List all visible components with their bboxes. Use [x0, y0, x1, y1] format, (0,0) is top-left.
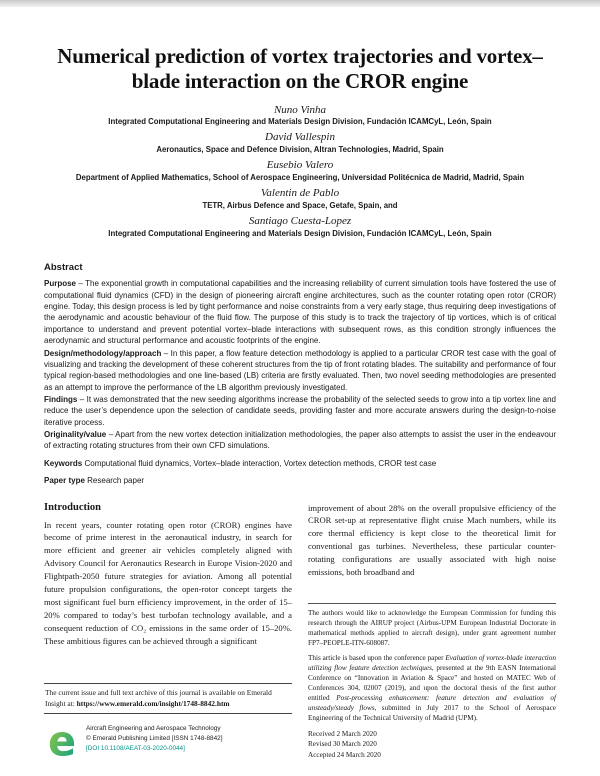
author-entry	[44, 187, 556, 211]
paper-title: Numerical prediction of vortex trajectories and vortex–blade interaction on the CROR engine	[57, 44, 543, 93]
journal-archive-link[interactable]: https://www.emerald.com/insight/1748-8842.htm	[76, 698, 230, 708]
paper-type-line	[44, 475, 556, 486]
keywords-line	[44, 458, 556, 469]
authors-block	[44, 104, 556, 243]
svg-text:e: e	[47, 724, 77, 760]
abstract-design	[44, 348, 556, 393]
acknowledgement-note: The authors would like to acknowledge the European Commission for funding this research through the AIRUP project (Airbus-UPM European Industrial Doctorate in mathematical methods applied to aircraft design), under grant agreement number FP7–PEOPLE-ITN-608087.	[308, 609, 556, 648]
abstract-findings	[44, 394, 556, 428]
introduction-paragraph-left: In recent years, counter rotating open rotor (CROR) engines have become of prime interest in the aeronautical industry, in search for more efficient and greener air vehicles completely aligned with Advisory Council for Aeronautics Research in Europe Vision-2020 and Flightpath-2050 future strategies for aviation. Among all potential future propulsion configurations, the open-rotor concept targets the most significant fuel burn efficiency improvement, in the order of 15–20% compared to today’s best turbofan technology available, and a consequent reduction of CO₂ emissions in the same order of 15–20%. These ambitious figures can be achieved through a significant	[44, 519, 292, 646]
received-date: Received 2 March 2020	[308, 729, 377, 738]
left-column	[44, 502, 292, 761]
author-name: Eusebio Valero	[266, 159, 334, 172]
author-name: Nuno Vinha	[273, 103, 327, 116]
abstract-purpose	[44, 278, 556, 346]
purpose-label: Purpose	[44, 279, 77, 289]
introduction-heading: Introduction	[44, 501, 101, 513]
author-affiliation: Aeronautics, Space and Defence Division, Altran Technologies, Madrid, Spain	[156, 145, 444, 155]
author-affiliation: TETR, Airbus Defence and Space, Getafe, Spain, and	[202, 200, 398, 210]
author-name: Valentin de Pablo	[260, 187, 340, 200]
thesis-title: Post-processing enhancement: feature detection and evaluation of unsteady/steady flows	[308, 693, 556, 712]
keywords-text: Computational fluid dynamics, Vortex–blade interaction, Vortex detection methods, CROR test case	[84, 458, 437, 468]
introduction-paragraph-right: improvement of about 28% on the overall propulsive efficiency of the CROR set-up at representative flight cruise Mach numbers, while its core thermal efficiency is kept close to the theoretical limit for conventional gas turbines. Nevertheless, these particular counter-rotating configurations are usually associated with high noise emissions, both broadband and	[308, 502, 556, 577]
author-affiliation: Department of Applied Mathematics, School of Aerospace Engineering, Universidad Politécnica de Madrid, Madrid, Spain	[75, 173, 525, 183]
author-entry	[44, 215, 556, 239]
journal-name: Aircraft Engineering and Aerospace Technology	[86, 725, 221, 732]
purpose-text: – The exponential growth in computational capabilities and the increasing reliability of current simulation tools have fostered the use of computational fluid dynamics (CFD) in the design of pioneering aircraft engine architectures, such as the counter rotating open rotor (CROR) engine. Today, this design process is led by tight performance and noise constraints from a very early stage, thus requiring deep investigations of the aerodynamic and acoustic behaviour of the fluid flow. The purpose of this study is to track the trajectory of tip vortices, which is of critical importance to understand and prevent potential vortex–blade interactions with subsequent rows, as this condition strongly influences the aerodynamic and structural performance and acoustic footprints of the engine.	[44, 279, 556, 346]
conference-paper-title: Evaluation of vortex-blade interaction utilizing flow feature detection techniques	[308, 654, 556, 673]
paper-type-label: Paper type	[44, 476, 85, 486]
access-text: The current issue and full text archive of this journal is available on Emerald Insight at:	[45, 688, 272, 708]
right-column	[308, 502, 556, 761]
conference-note-part: , submitted in July 2017 to the School of Aerospace Engineering of the Technical University of Madrid (UPM).	[308, 703, 556, 722]
footnote-block	[308, 603, 556, 760]
findings-text: – It was demonstrated that the new seeding algorithms increase the probability of the selected seeds to grow into a tip vortex line and reduce the user’s dependence upon the selection of candidate seeds, providing faster and more accurate answers during the design-to-noise iterative process.	[44, 394, 556, 427]
keywords-label: Keywords	[44, 458, 83, 468]
imprint-text	[86, 724, 223, 754]
conference-note-part: This article is based upon the conference paper	[308, 654, 446, 663]
page-top-edge	[0, 0, 600, 7]
design-label: Design/methodology/approach	[44, 348, 162, 358]
originality-text: – Apart from the new vortex detection initialization methodologies, the paper also attempts to assist the user in the endeavour of extracting rotating structures from their own CFD simulations.	[44, 430, 556, 451]
abstract-originality	[44, 429, 556, 452]
two-column-body	[44, 502, 556, 761]
conference-note-part: , presented at the 9th EASN International Conference on “Innovation in Aviation & Space” and hosted on MATEC Web of Conferences 304, 02007 (2019), and upon the doctoral thesis of the first author entitled	[308, 664, 556, 702]
conference-note	[308, 654, 556, 724]
copyright-line: © Emerald Publishing Limited [ISSN 1748-8842]	[86, 734, 223, 742]
author-affiliation: Integrated Computational Engineering and Materials Design Division, Fundación ICAMCyL, León, Spain	[108, 228, 492, 238]
emerald-logo-icon	[44, 724, 80, 760]
author-name: Santiago Cuesta-Lopez	[248, 215, 352, 228]
originality-label: Originality/value	[44, 430, 107, 440]
abstract-heading: Abstract	[44, 261, 83, 273]
article-history	[308, 729, 556, 760]
abstract-section	[44, 253, 556, 488]
publisher-imprint	[44, 724, 292, 760]
design-text: – In this paper, a flow feature detection methodology is applied to a particular CROR test case with the goal of visualizing and tracking the development of these coherent structures from the tip of front rotating blades. The suitability and performance of four typical region-based methodologies and one line-based (LB) criteria are firstly evaluated. Then, two novel seeding methodologies are presented as an attempt to improve the performance of the LB algorithm previously investigated.	[44, 348, 557, 392]
author-entry	[44, 131, 556, 155]
journal-access-notice	[44, 683, 292, 714]
author-entry	[44, 159, 556, 183]
author-name: David Vallespin	[265, 131, 335, 144]
accepted-date: Accepted 24 March 2020	[308, 750, 381, 759]
revised-date: Revised 30 March 2020	[308, 740, 377, 749]
author-affiliation: Integrated Computational Engineering and Materials Design Division, Fundación ICAMCyL, León, Spain	[108, 117, 492, 127]
author-entry	[44, 104, 556, 128]
findings-label: Findings	[44, 394, 78, 404]
paper-type-text: Research paper	[87, 476, 145, 486]
doi-link[interactable]: [DOI 10.1108/AEAT-03-2020-0044]	[86, 744, 185, 752]
